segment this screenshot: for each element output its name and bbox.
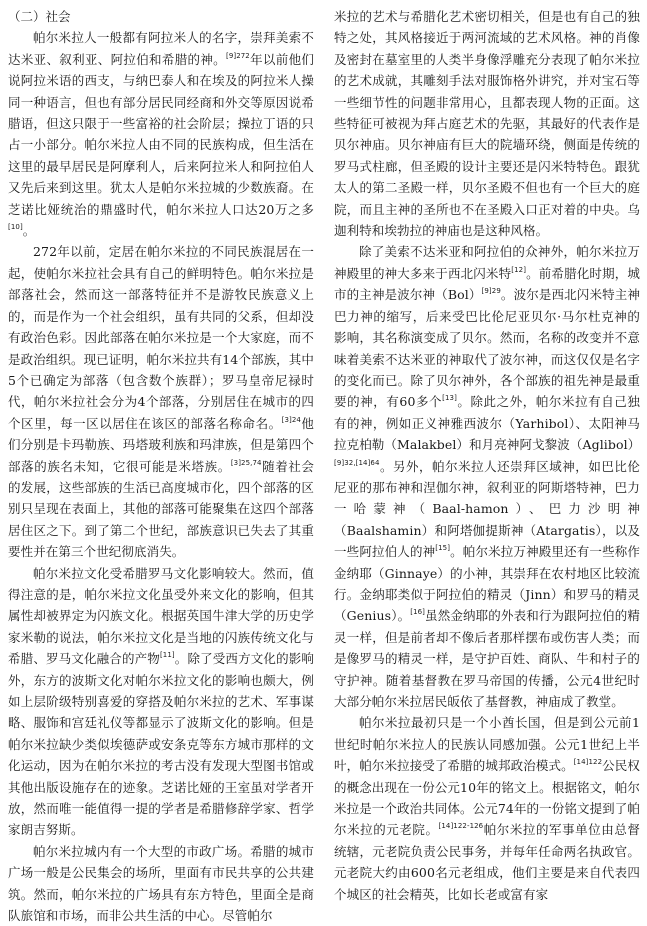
text-run: 年以前他们说阿拉米语的西支，与纳巴泰人和在埃及的阿拉米人操同一种语言，但也有部分居民同经商和外交等原因说希腊语，但这只限于一些富裕的社会阶层；操拉丁语的只占一小部分。帕尔米拉人由不同的民族构成，但生活在这里的最早居民是阿摩利人，后来阿拉米人和阿拉伯人又先后来到这里。犹太人是帕尔米拉城的少数族裔。在芝诺比娅统治的鼎盛时代，帕尔米拉人口达20万之多 xyxy=(8,51,314,217)
citation-ref: [9]32,[14]64 xyxy=(334,458,380,467)
text-run: 米拉的艺术与希腊化艺术密切相关，但是也有自己的独特之处，其风格接近于两河流域的艺术风格。神的肖像及密封在墓室里的人类半身像浮雕充分表现了帕尔米拉的艺术成就，其雕刻手法对服饰格外讲究，并对宝石等一些细节性的问题非常用心，且都表现人物的正面。这些特征可被视为拜占庭艺术的先驱，其最好的代表作是贝尔神庙。贝尔神庙有巨大的院墙环绕，侧面是传统的罗马式柱廊，但圣殿的设计主要还是闪米特特色。跟犹太人的第二圣殿一样，贝尔圣殿不但也有一个巨大的庭院，而且主神的圣所也不在圣殿入口正对着的中央。乌迦利特和埃勃拉的神庙也是这种风格。 xyxy=(334,9,640,239)
citation-ref: [3]24 xyxy=(281,415,301,424)
text-run: 。波尔是西北闪米特主神巴力神的缩写，后来受巴比伦尼亚贝尔·马尔杜克神的影响，其名称演变成了贝尔。然而，名称的改变并不意味着美索不达米亚的神取代了波尔神，而这仅仅是名字的变化而已。除了贝尔神外，各个部族的祖先神是最重要的神，有60多个 xyxy=(334,287,640,410)
text-run: 帕尔米拉城内有一个大型的市政广场。希腊的城市广场一般是公民集会的场所，里面有市民共享的公共建筑。然而，帕尔米拉的广场具有东方特色，里面全是商队旅馆和市场，而非公共生活的中心。尽管帕尔 xyxy=(8,843,314,924)
text-run: 随着社会的发展，这些部族的生活已高度城市化，四个部落的区别只呈现在表面上，其他的部落可能聚集在这四个部落居住区之下。到了第二个世纪，部族意识已失去了其重要性并在第三个世纪彻底消失。 xyxy=(8,458,315,560)
paragraph-religion xyxy=(334,241,640,712)
right-column xyxy=(334,6,641,902)
text-run: 。帕尔米拉万神殿里还有一些称作金纳耶（Ginnaye）的小神，其崇拜在农村地区比较流行。金纳耶类似于阿拉伯的精灵（Jinn）和罗马的精灵（Genius）。 xyxy=(334,544,640,624)
paragraph-art xyxy=(334,6,640,241)
text-run: 虽然金纳耶的外表和行为跟阿拉伯的精灵一样，但是前者却不像后者那样摆布或伤害人类；而是像罗马的精灵一样，是守护百姓、商队、牛和村子的守护神。随着基督教在罗马帝国的传播，公元4世纪时大部分帕尔米拉居民皈依了基督教，神庙成了教堂。 xyxy=(334,608,641,709)
paragraph-agora xyxy=(8,841,314,926)
paragraph-tribes xyxy=(8,241,314,562)
citation-ref: [3]25,74 xyxy=(230,458,262,467)
text-run: 帕尔米拉最初只是一个小酋长国，但是到公元前1世纪时帕尔米拉人的民族认同感加强。公元1世纪上半叶，帕尔米拉接受了希腊的城邦政治模式。 xyxy=(334,715,640,774)
citation-ref: [14]122 xyxy=(573,758,603,767)
text-run: 。前希腊化时期，城市的主神是波尔神（Bol） xyxy=(334,265,640,303)
text-run: 他们分别是卡玛勒族、玛塔玻利族和玛津族，但是第四个部落的族名未知，它很可能是米塔族。 xyxy=(8,415,314,474)
text-run: 。除了受西方文化的影响外，东方的波斯文化对帕尔米拉文化的影响也颇大，例如上层阶级特别喜爱的穿搭及帕尔米拉的艺术、军事谋略、服饰和宫廷礼仪等都显示了波斯文化的影响。但是帕尔米拉缺少类似埃德萨或安条克等东方城市那样的文化运动，因为在帕尔米拉的考古没有发现大型图书馆或其他出版设施存在的迹象。芝诺比娅的王室虽对学者开放，然而唯一能值得一提的学者是希腊修辞学家、哲学家朗吉努斯。 xyxy=(8,651,314,838)
citation-ref: [14]122-126 xyxy=(438,822,484,831)
section-heading: （二）社会 xyxy=(8,9,71,24)
paragraph-politics xyxy=(334,712,640,905)
text-run: 除了美索不达米亚和阿拉伯的众神外，帕尔米拉万神殿里的神大多来于西北闪米特 xyxy=(334,244,640,281)
text-run: 272年以前，定居在帕尔米拉的不同民族混居在一起，使帕尔米拉社会具有自己的鲜明特色。帕尔米拉是部落社会，然而这一部落特征并不是游牧民族意义上的，而是作为一个社会组织，虽有共同的父系，但却没有政治色彩。因此部落在帕尔米拉是一个大家庭，而不是政治组织。现已证明，帕尔米拉共有14个部族，其中5个已确定为部落（包含数个族群）；罗马皇帝尼禄时代，帕尔米拉社会分为4个部落，分别居住在城市的四个区里，每一区以居住在该区的部落名称命名。 xyxy=(8,244,314,431)
citation-ref: [9]272 xyxy=(225,51,250,60)
citation-ref: [9]29 xyxy=(481,287,501,296)
paragraph-culture xyxy=(8,563,314,841)
text-run: 。除此之外，帕尔米拉有自己独有的神，例如正义神雅西波尔（Yarhibol）、太阳神马拉克柏勒（Malakbel）和月亮神阿戈黎波（Aglibol） xyxy=(334,394,641,453)
left-column xyxy=(8,6,315,924)
text-run: 。 xyxy=(22,223,36,239)
citation-ref: [13] xyxy=(442,394,457,403)
text-run: 。另外，帕尔米拉人还崇拜区域神，如巴比伦尼亚的那布神和涅伽尔神，叙利亚的阿斯塔特神，巴力一哈蒙神（Baal-hamon）、巴力沙明神（Baalshamin）和阿塔伽提斯神（Atargatis），以及一些阿拉伯人的神 xyxy=(334,458,640,560)
citation-ref: [10] xyxy=(8,223,23,232)
text-run: 帕尔米拉的军事单位由总督统辖，元老院负责公民事务，并每年任命两名执政官。元老院大约由600名元老组成，他们主要是来自代表四个城区的社会精英，比如长老或富有家 xyxy=(334,822,640,902)
text-run: 帕尔米拉文化受希腊罗马文化影响较大。然而，值得注意的是，帕尔米拉文化虽受外来文化的影响，但其属性却被界定为闪族文化。根据英国牛津大学的历史学家米勒的说法，帕尔米拉文化是当地的闪族传统文化与希腊、罗马文化融合的产物 xyxy=(8,565,314,667)
citation-ref: [15] xyxy=(435,544,451,553)
text-run: 公民权的概念出现在一份公元10年的铭文上。根据铭文，帕尔米拉是一个政治共同体。公元74年的一份铭文提到了帕尔米拉的元老院。 xyxy=(334,758,640,838)
citation-ref: [11] xyxy=(159,651,175,660)
paragraph-population xyxy=(8,27,314,241)
citation-ref: [16] xyxy=(410,608,426,617)
citation-ref: [12] xyxy=(511,265,527,274)
text-run: 帕尔米拉人一般都有阿拉米人的名字，崇拜美索不达米亚、叙利亚、阿拉伯和希腊的神。 xyxy=(8,30,314,67)
